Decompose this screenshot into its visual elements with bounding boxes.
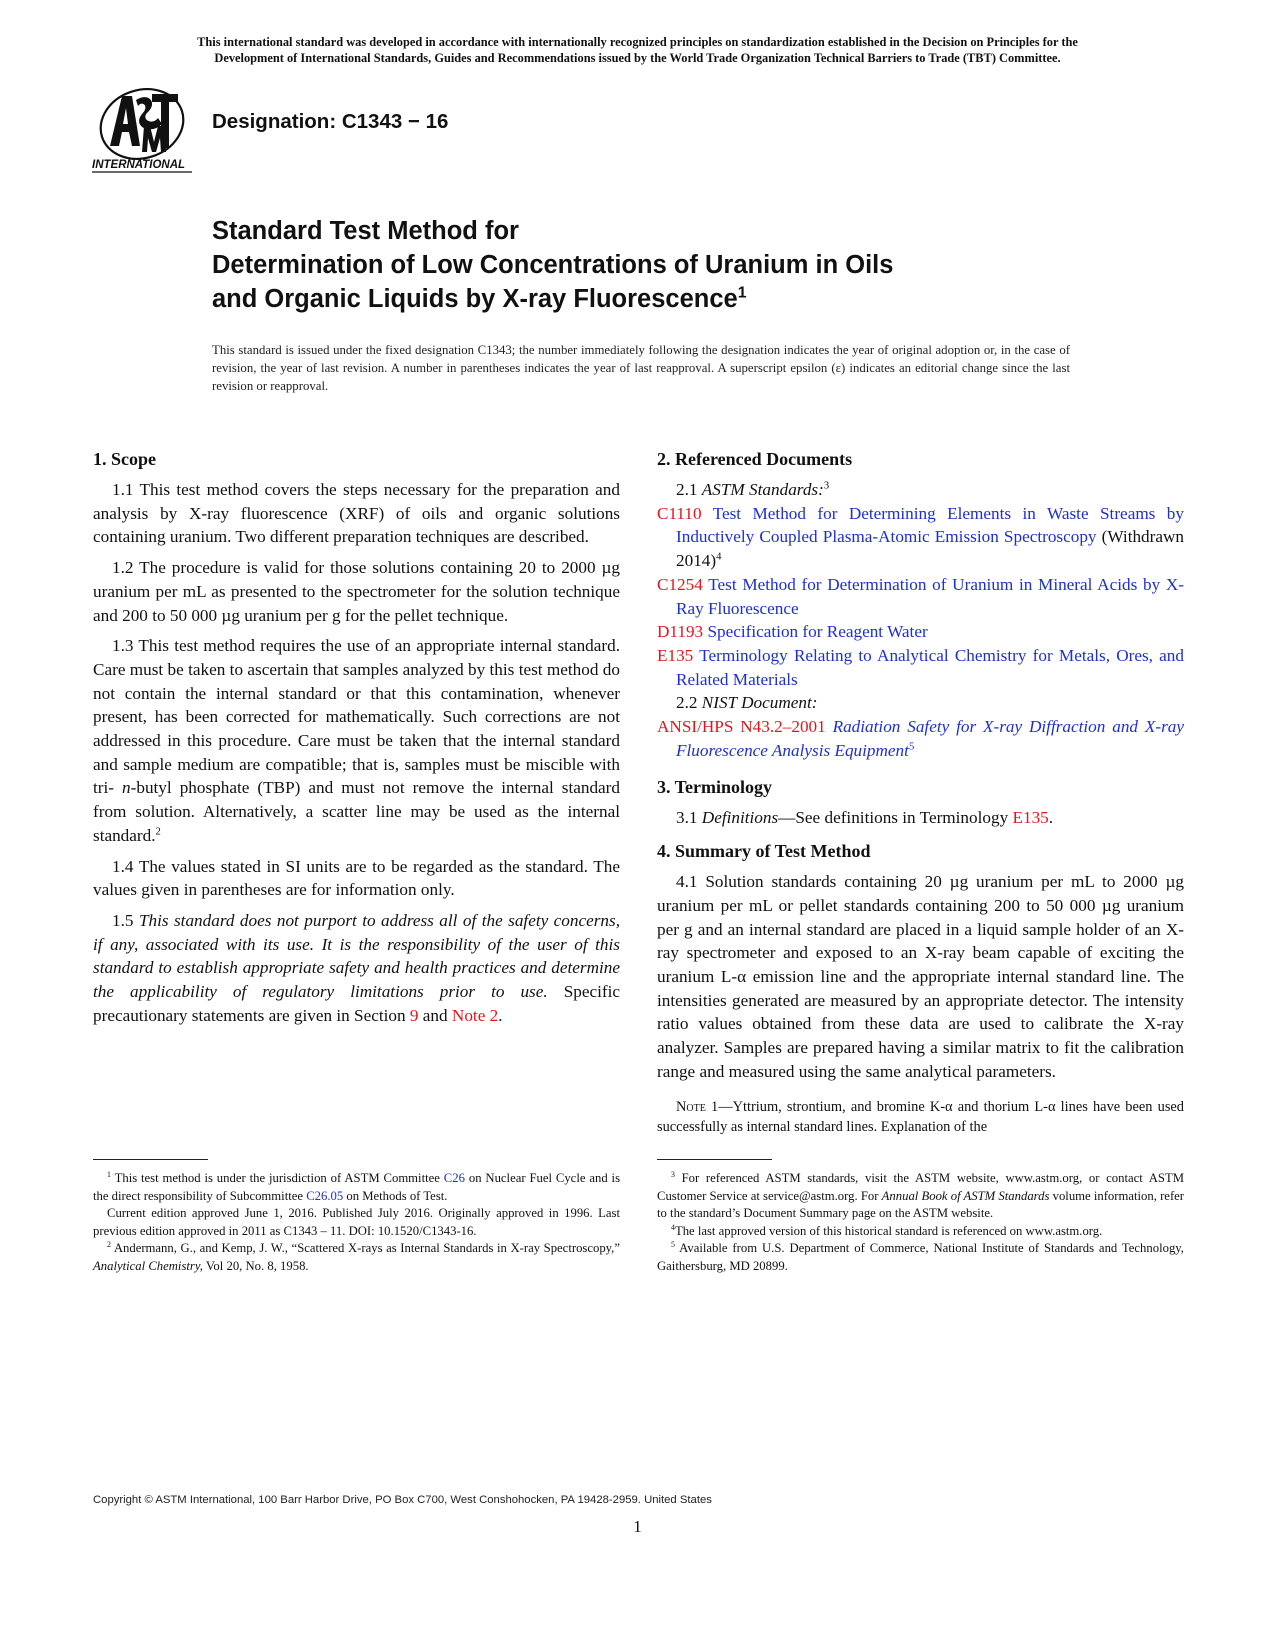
note-1	[657, 1097, 1184, 1137]
reference-item	[657, 644, 1184, 691]
footnote-rule-left	[93, 1159, 208, 1160]
footnote-2: $^2$ Andermann, G., and Kemp, J. W., “Scattered X-rays as Internal Standards in X-ray Spectroscopy,” Analytical Chemistry, Vol 20, No. 8, 1958.	[93, 1240, 620, 1273]
reference-code-link[interactable]: E135	[657, 645, 694, 665]
fn2-text-b: Vol 20, No. 8, 1958.	[205, 1258, 309, 1273]
paragraph-3-1	[657, 806, 1184, 830]
paragraph-1-1: 1.1 This test method covers the steps necessary for the preparation and analysis by X-ray fluorescence (XRF) of oils and organic solutions containing uranium. Two different preparation techniques are described.	[93, 480, 620, 547]
copyright-line: Copyright © ASTM International, 100 Barr Harbor Drive, PO Box C700, West Conshohocken, PA 19428-2959. United States	[93, 1494, 712, 1506]
sub1-label: ASTM Standards:	[701, 480, 824, 499]
reference-nist	[657, 715, 1184, 762]
link-e135[interactable]: E135	[1012, 808, 1049, 828]
footnotes-right	[657, 1170, 1184, 1276]
reference-item	[657, 573, 1184, 620]
right-column	[657, 448, 1184, 1137]
reference-code-link[interactable]: D1193	[657, 622, 704, 642]
fn1-text-c: on Methods of Test.	[346, 1188, 448, 1203]
footnote-mark-5: 5	[908, 741, 915, 752]
footnote-1: $^1$ This test method is under the jurisdiction of ASTM Committee C26 on Nuclear Fuel Cycle and is the direct responsibility of Subcommittee C26.05 on Methods of Test.	[93, 1169, 621, 1203]
reference-code-link[interactable]: C1254	[657, 574, 703, 594]
p1-5-and: and	[422, 1005, 448, 1025]
issue-note: This standard is issued under the fixed designation C1343; the number immediately following the designation indicates the year of original adoption or, in the case of revision, the year of last revision. A number in parentheses indicates the year of last reapproval. A superscript epsilon (ε) indicates an editorial change since the last revision or reapproval.	[212, 343, 1070, 393]
footnote-mark-3: 3	[823, 480, 830, 492]
reference-list	[657, 502, 1184, 692]
section-heading-terminology: 3. Terminology	[657, 777, 773, 798]
reference-title-link[interactable]: Test Method for Determination of Uranium in Mineral Acids by X-Ray Fluorescence	[676, 574, 1184, 618]
note-1-text: —Yttrium, strontium, and bromine K-α and thorium L-α lines have been used successfully as internal standard lines. Explanation of the	[657, 1099, 1184, 1136]
reference-item	[657, 502, 1184, 573]
footnote-1-edition: Current edition approved June 1, 2016. Published July 2016. Originally approved in 1996. Last previous edition approved in 2011 as C1343 – 11. DOI: 10.1520/C1343-16.	[93, 1206, 620, 1238]
footnotes-left	[93, 1170, 620, 1276]
footnote-5: $^5$ Available from U.S. Department of Commerce, National Institute of Standards and Technology, Gaithersburg, MD 20899.	[657, 1240, 1184, 1273]
p1-5-end: .	[498, 1005, 503, 1025]
title-footnote-mark: 1	[737, 284, 747, 302]
p1-3-text-b: -butyl phosphate (TBP) and must not remove the internal standard from solution. Alternatively, a scatter line may be used as the internal standard.	[93, 778, 620, 845]
fn3-text-b: volume information, refer to the standard’s Document Summary page on the ASTM website.	[657, 1188, 1185, 1221]
paragraph-1-4: 1.4 The values stated in SI units are to be regarded as the standard. The values given in parentheses are for information only.	[93, 856, 620, 900]
fn4-text: The last approved version of this historical standard is referenced on www.astm.org.	[674, 1223, 1103, 1238]
fn1-text-a: This test method is under the jurisdiction of ASTM Committee	[114, 1171, 440, 1185]
link-c26-05[interactable]: C26.05	[306, 1188, 344, 1203]
reference-item	[657, 620, 1184, 644]
sub2-label: NIST Document:	[701, 693, 818, 713]
footnote-rule-right	[657, 1159, 772, 1160]
reference-title-link[interactable]: Specification for Reagent Water	[707, 622, 928, 642]
designation: Designation: C1343 − 16	[212, 110, 449, 133]
term-num: 3.1	[676, 808, 698, 828]
note-1-label: Note 1	[676, 1099, 719, 1116]
p1-5-italic: This standard does not purport to address all of the safety concerns, if any, associated with its use. It is the responsibility of the user of this standard to establish appropriate safety and health practices and determine the applicability of regulatory limitations prior to use.	[93, 910, 621, 1002]
paragraph-1-2: 1.2 The procedure is valid for those solutions containing 20 to 2000 µg uranium per mL as presented to the spectrometer for the solution technique and 200 to 50 000 µg uranium per g for the pellet technique.	[93, 558, 620, 625]
sub1-num: 2.1	[676, 480, 698, 499]
p1-3-text-a: 1.3 This test method requires the use of an appropriate internal standard. Care must be taken to ascertain that samples analyzed by this test method do not contain the internal standard or that this contamination, whenever present, has been corrected for mathematically. Such corrections are not addressed in this procedure. Care must be taken that the internal standard and sample medium are compatible; that is, samples must be miscible with tri-	[93, 636, 620, 798]
p1-3-italic-n: n	[122, 778, 131, 798]
footnote-3: $^3$ For referenced ASTM standards, visit the ASTM website, www.astm.org, or contact ASTM Customer Service at service@astm.org. For Annual Book of ASTM Standards volume information, refer to the standard’s Document Summary page on the ASTM website.	[657, 1169, 1185, 1221]
section-heading-scope: 1. Scope	[93, 449, 156, 469]
term-text: —See definitions in Terminology	[778, 808, 1009, 828]
page-number: 1	[633, 1517, 642, 1536]
term-label: Definitions	[701, 808, 779, 828]
document-title	[212, 214, 1172, 316]
nist-title-link[interactable]: Radiation Safety for X-ray Diffraction and X-ray Fluorescence Analysis Equipment	[676, 717, 1184, 760]
title-line3	[212, 282, 1172, 316]
wto-notice-line1: This international standard was developed in accordance with internationally recognized principles on standardization established in the Decision on Principles for the	[197, 35, 1078, 49]
reference-footnote-mark: 4	[716, 551, 722, 563]
astm-logo-icon	[92, 86, 194, 178]
logo-text: INTERNATIONAL	[92, 159, 186, 171]
reference-code-link[interactable]: C1110	[657, 503, 702, 523]
footnote-4: $^4$The last approved version of this historical standard is referenced on www.astm.org.	[671, 1222, 1103, 1238]
reference-status: (Withdrawn 2014)	[676, 527, 1185, 571]
fn5-text: Available from U.S. Department of Commerce, National Institute of Standards and Technology, Gaithersburg, MD 20899.	[657, 1241, 1184, 1273]
left-column	[93, 448, 620, 1034]
footnote-mark-2: 2	[155, 826, 161, 838]
fn3-italic: Annual Book of ASTM Standards	[881, 1188, 1050, 1203]
paragraph-4-1: 4.1 Solution standards containing 20 µg uranium per mL to 2000 µg uranium per mL or pellet standards containing 200 to 50 000 µg uranium per g and an internal standard are placed in a liquid sample holder of an X-ray spectrometer and exposed to an X-ray beam capable of exciting the uranium L-α emission line and the appropriate internal standard line. The intensities generated are measured by an appropriate detector. The intensity ratio values obtained from these data are used to calibrate the X-ray analyzer. Samples are prepared having a similar matrix to fit the calibration range and measured using the same analytical parameters.	[657, 872, 1184, 1081]
nist-code-link[interactable]: ANSI/HPS N43.2–2001	[657, 717, 826, 737]
section-heading-summary: 4. Summary of Test Method	[657, 841, 871, 862]
paragraph-1-5	[93, 909, 620, 1028]
p1-5-num: 1.5	[112, 910, 134, 930]
title-line3-text: and Organic Liquids by X-ray Fluorescence	[212, 285, 738, 313]
subsection-2-2	[657, 691, 1184, 715]
fn3-text-a: For referenced ASTM standards, visit the ASTM website, www.astm.org, or contact ASTM Customer Service at service@astm.org. For	[657, 1171, 1184, 1203]
fn1-text-b: on Nuclear Fuel Cycle and is the direct responsibility of Subcommittee	[93, 1171, 621, 1203]
term-end: .	[1048, 808, 1054, 828]
paragraph-1-3	[93, 634, 620, 847]
p1-5-rest: Specific precautionary statements are given in Section	[93, 982, 621, 1025]
reference-title-link[interactable]: Test Method for Determining Elements in Waste Streams by Inductively Coupled Plasma-Atomic Emission Spectroscopy	[676, 503, 1184, 547]
link-section-9[interactable]: 9	[409, 1005, 419, 1025]
wto-notice-line2: Development of International Standards, Guides and Recommendations issued by the World Trade Organization Technical Barriers to Trade (TBT) Committee.	[214, 51, 1061, 65]
subsection-2-1	[657, 478, 1184, 502]
fn2-journal: Analytical Chemistry,	[93, 1258, 203, 1273]
title-line1: Standard Test Method for	[212, 217, 519, 245]
link-note-2[interactable]: Note 2	[451, 1005, 499, 1025]
link-c26[interactable]: C26	[443, 1171, 465, 1185]
wto-notice	[90, 34, 1185, 66]
fn2-text-a: Andermann, G., and Kemp, J. W., “Scattered X-rays as Internal Standards in X-ray Spectroscopy,”	[113, 1241, 620, 1256]
reference-title-link[interactable]: Terminology Relating to Analytical Chemistry for Metals, Ores, and Related Materials	[676, 645, 1184, 689]
title-line2: Determination of Low Concentrations of Uranium in Oils	[212, 251, 894, 279]
sub2-num: 2.2	[676, 693, 698, 713]
section-heading-referenced-documents: 2. Referenced Documents	[657, 449, 853, 469]
